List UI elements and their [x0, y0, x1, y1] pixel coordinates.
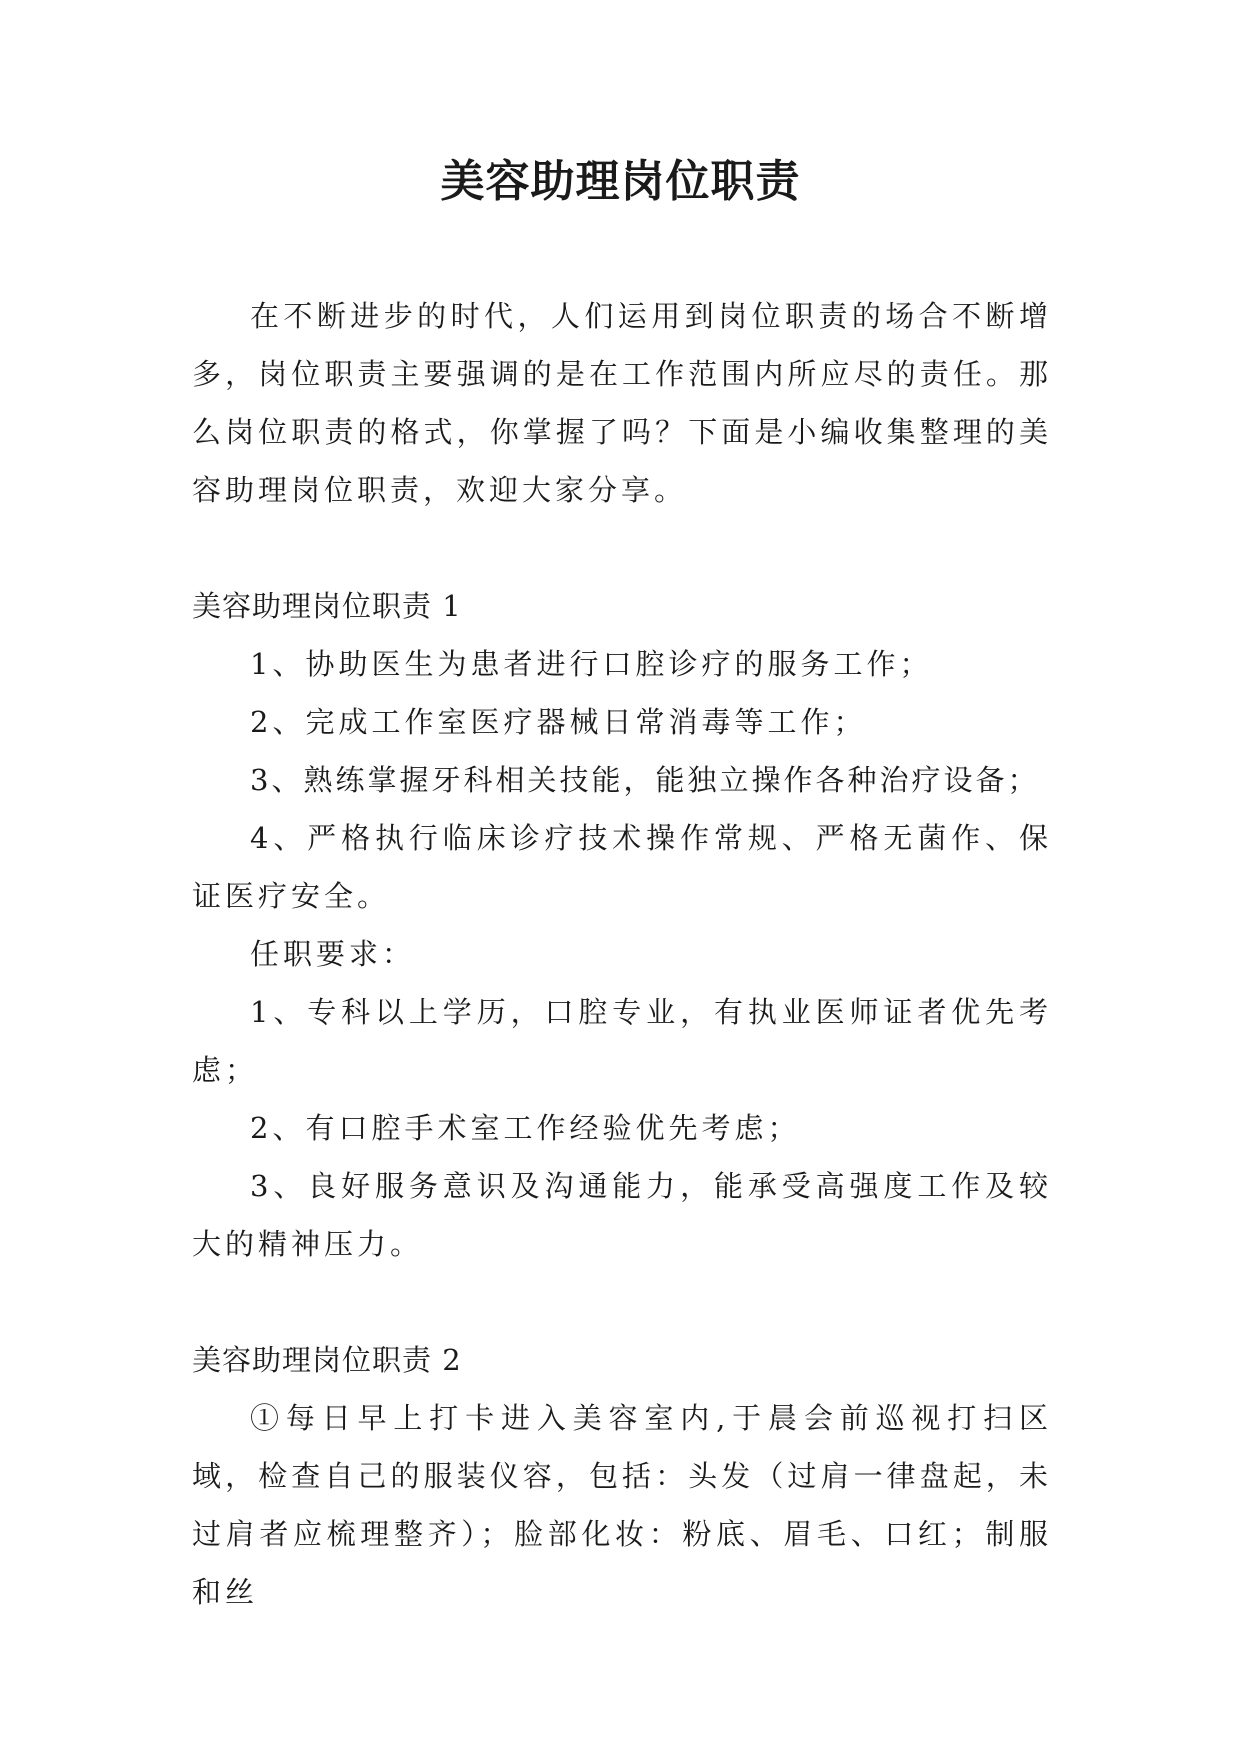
section-1	[192, 577, 1052, 1273]
document-body	[192, 287, 1052, 1621]
document-title: 美容助理岗位职责	[440, 156, 801, 207]
section-2	[192, 1331, 1052, 1621]
section-heading: 美容助理岗位职责 1	[192, 589, 462, 623]
list-item: 2、完成工作室医疗器械日常消毒等工作；	[250, 705, 867, 739]
list-item: ①每日早上打卡进入美容室内,于晨会前巡视打扫区域，检查自己的服装仪容，包括：头发（过肩一律盘起，未过肩者应梳理整齐）；脸部化妆：粉底、眉毛、口红；制服和丝	[192, 1401, 1052, 1609]
list-item: 4、严格执行临床诊疗技术操作常规、严格无菌作、保证医疗安全。	[192, 821, 1052, 913]
list-item: 1、协助医生为患者进行口腔诊疗的服务工作；	[250, 647, 933, 681]
list-item: 3、熟练掌握牙科相关技能，能独立操作各种治疗设备；	[250, 763, 1040, 797]
section-spacer	[192, 1273, 1052, 1331]
list-item: 1、专科以上学历，口腔专业，有执业医师证者优先考虑；	[192, 995, 1052, 1087]
section-spacer	[192, 519, 1052, 577]
list-item: 2、有口腔手术室工作经验优先考虑；	[250, 1111, 801, 1145]
requirements-label: 任职要求：	[250, 937, 416, 971]
list-item: 3、良好服务意识及沟通能力，能承受高强度工作及较大的精神压力。	[192, 1169, 1052, 1261]
section-heading: 美容助理岗位职责 2	[192, 1343, 462, 1377]
intro-paragraph: 在不断进步的时代，人们运用到岗位职责的场合不断增多，岗位职责主要强调的是在工作范围内所应尽的责任。那么岗位职责的格式，你掌握了吗？下面是小编收集整理的美容助理岗位职责，欢迎大家分享。	[192, 299, 1052, 507]
